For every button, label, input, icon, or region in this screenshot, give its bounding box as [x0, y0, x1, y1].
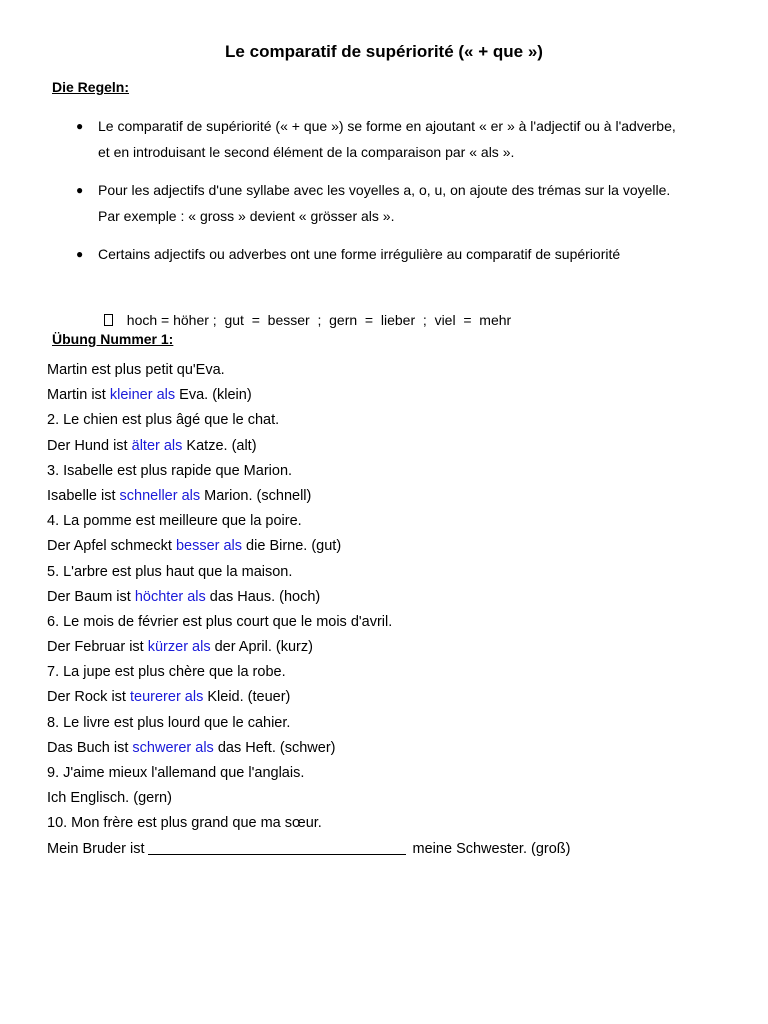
answer: kleiner als — [109, 387, 176, 404]
sentence-start: Der Rock ist — [47, 689, 130, 706]
answer: teurerer als — [130, 689, 204, 706]
sentence-start: Der Apfel schmeckt — [47, 538, 176, 555]
answer: kürzer als — [147, 639, 211, 656]
rule-item — [76, 241, 686, 267]
french-sentence: 8. Le livre est plus lourd que le cahier. — [47, 714, 291, 731]
german-sentence — [47, 837, 727, 862]
sentence-start: Mein Bruder ist — [47, 840, 145, 857]
sentence-start: Isabelle ist — [47, 487, 120, 504]
exercise-list — [47, 358, 727, 862]
bullet-icon: ● — [76, 119, 84, 133]
french-sentence: 7. La jupe est plus chère que la robe. — [47, 664, 286, 681]
irregular-examples — [96, 290, 511, 330]
rule-text: Le comparatif de supériorité (« + que ») se forme en ajoutant « er » à l'adjectif ou à l'adverbe, et en introduisant le second élément de la comparaison par « als ». — [98, 118, 676, 160]
sentence-start: Der Hund ist — [47, 437, 132, 454]
sentence-start: Das Buch ist — [47, 739, 133, 756]
french-sentence: 3. Isabelle est plus rapide que Marion. — [47, 462, 293, 479]
sentence-end: der April. (kurz) — [210, 639, 313, 656]
answer: schneller als — [119, 487, 201, 504]
german-sentence — [47, 635, 727, 660]
sentence-end: Katze. (alt) — [182, 437, 257, 454]
sentence-start: Der Februar ist — [47, 639, 148, 656]
german-sentence — [47, 434, 727, 459]
rule-item — [76, 113, 686, 165]
german-sentence — [47, 534, 727, 559]
german-sentence — [47, 685, 727, 710]
sentence-end: meine Schwester. (groß) — [408, 840, 571, 857]
rules-heading: Die Regeln: — [52, 79, 130, 95]
rule-text: Certains adjectifs ou adverbes ont une forme irrégulière au comparatif de supériorité — [98, 246, 621, 262]
exercise-heading: Übung Nummer 1: — [52, 331, 174, 347]
answer: höchter als — [134, 588, 206, 605]
german-sentence — [47, 736, 727, 761]
sentence-end: das Heft. (schwer) — [213, 739, 336, 756]
sentence-end: Kleid. (teuer) — [203, 689, 291, 706]
french-sentence: 2. Le chien est plus âgé que le chat. — [47, 412, 280, 429]
answer: schwerer als — [132, 739, 214, 756]
german-sentence — [47, 383, 727, 408]
answer-blank[interactable] — [148, 840, 406, 855]
french-sentence: 6. Le mois de février est plus court que le mois d'avril. — [47, 613, 393, 630]
arrow-bullet-icon — [104, 314, 113, 326]
french-sentence: 10. Mon frère est plus grand que ma sœur. — [47, 815, 322, 832]
irregular-examples-text: hoch = höher ; gut = besser ; gern = lieber ; viel = mehr — [126, 312, 512, 328]
sentence-end: die Birne. (gut) — [242, 538, 342, 555]
bullet-icon: ● — [76, 247, 84, 261]
french-sentence: 5. L'arbre est plus haut que la maison. — [47, 563, 293, 580]
sentence-end: Eva. (klein) — [175, 387, 252, 404]
french-sentence: 9. J'aime mieux l'allemand que l'anglais. — [47, 765, 305, 781]
page-title: Le comparatif de supériorité (« + que ») — [225, 42, 543, 61]
sentence-start: Der Baum ist — [47, 588, 135, 605]
rule-text: Pour les adjectifs d'une syllabe avec les voyelles a, o, u, on ajoute des trémas sur la voyelle. Par exemple : « gross » devient « grösser als ». — [98, 182, 671, 224]
sentence-start: Martin ist — [47, 387, 110, 404]
sentence-end: das Haus. (hoch) — [205, 588, 321, 605]
german-sentence — [47, 585, 727, 610]
german-sentence: Ich Englisch. (gern) — [47, 790, 172, 807]
rule-item — [76, 177, 686, 229]
german-sentence — [47, 484, 727, 509]
answer: älter als — [131, 437, 183, 454]
sentence-end: Marion. (schnell) — [200, 487, 312, 504]
bullet-icon: ● — [76, 183, 84, 197]
french-sentence: 4. La pomme est meilleure que la poire. — [47, 513, 302, 530]
answer: besser als — [175, 538, 243, 555]
french-sentence: Martin est plus petit qu'Eva. — [47, 362, 225, 378]
